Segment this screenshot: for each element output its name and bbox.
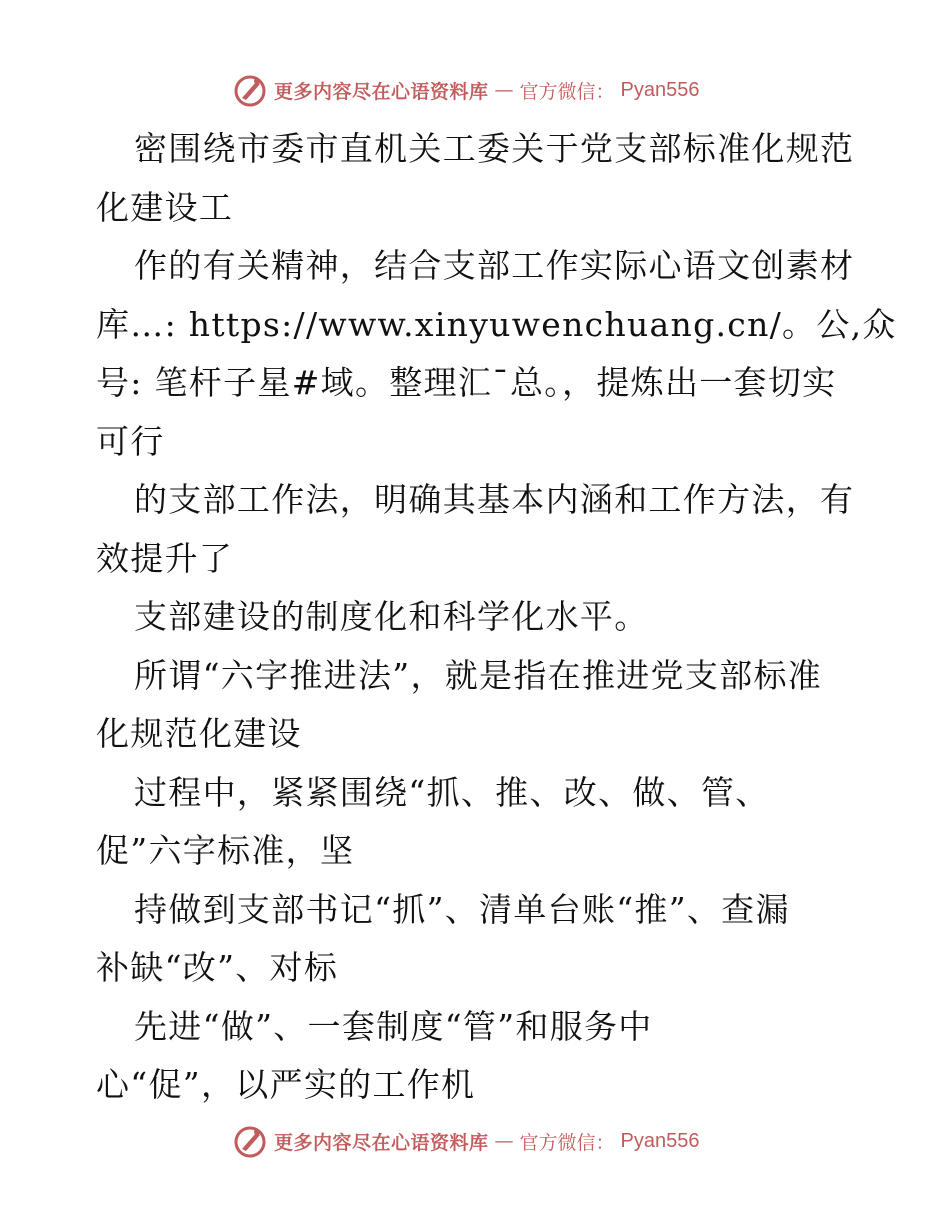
body-line: 作的有关精神，结合支部工作实际心语文创素材 [134,246,855,285]
header-wechat-id: Pyan556 [620,78,700,101]
header-banner [232,70,700,110]
body-line: 可行 [96,421,165,461]
footer-banner [232,1121,700,1161]
footer-wechat-id: Pyan556 [620,1129,700,1152]
body-line: 库…: https://www.xinyuwenchuang.cn/。公,众 [96,304,897,344]
body-line: 先进“做”、一套制度“管”和服务中 [134,1006,653,1046]
body-line: 效提升了 [96,538,234,578]
body-line: 所谓“六字推进法”，就是指在推进党支部标准 [134,655,823,695]
brand-logo-icon [232,1123,268,1159]
header-banner-label: 官方微信： [519,80,615,103]
body-line: 促”六字标准，坚 [96,831,355,870]
body-line: 补缺“改”、对标 [96,948,339,987]
body-line: 的支部工作法，明确其基本内涵和工作方法，有 [134,480,855,519]
footer-banner-label: 官方微信： [519,1131,615,1154]
header-banner-separator: — [494,79,514,101]
body-line: 持做到支部书记“抓”、清单台账“推”、查漏 [134,889,790,929]
body-line: 密围绕市委市直机关工委关于党支部标准化规范 [134,129,855,168]
document-body [96,120,897,1115]
header-banner-text: 更多内容尽在心语资料库 [274,80,489,103]
body-line: 号: 笔杆子星#域。整理汇¯总。，提炼出一套切实 [96,363,837,402]
body-line: 化规范化建设 [96,714,302,753]
body-line: 过程中，紧紧围绕“抓、推、改、做、管、 [134,772,770,812]
body-line: 化建设工 [96,187,234,227]
footer-banner-separator: — [494,1130,514,1152]
body-line: 支部建设的制度化和科学化水平。 [134,597,649,636]
brand-logo-icon [232,72,268,108]
footer-banner-text: 更多内容尽在心语资料库 [274,1131,489,1154]
body-line: 心“促”，以严实的工作机 [96,1065,476,1104]
